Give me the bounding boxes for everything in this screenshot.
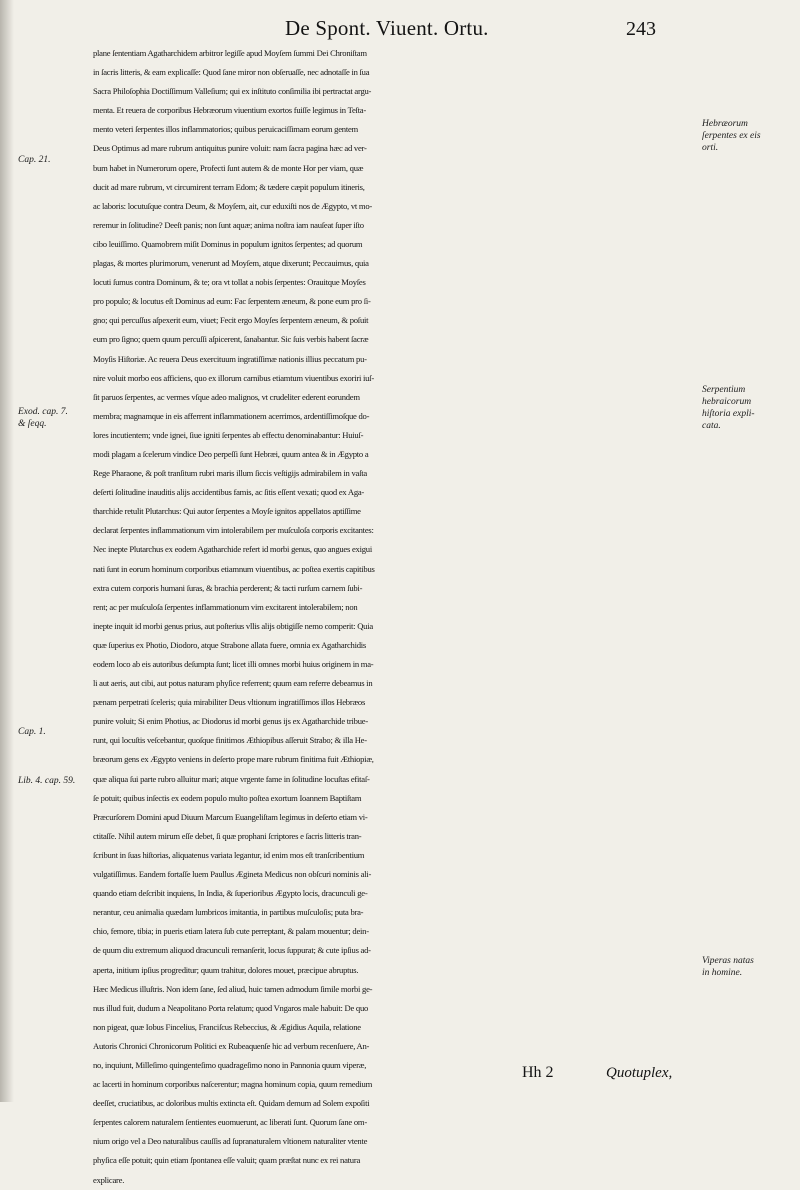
text-line: ducit ad mare rubrum, vt circumirent terram Edom; & tædere cæpit populum itineris,: [93, 181, 365, 192]
text-line: non pigeat, quæ Iobus Fincelius, Franciſcus Rebeccius, & Ægidius Aquila, relatione: [93, 1021, 361, 1032]
text-line: aperta, initium ipſius progreditur; quum trahitur, dolores mouet, præcipue abruptus.: [93, 964, 359, 975]
text-line: reremur in ſolitudine? Deeſt panis; non ſunt aquæ; anima noſtra iam nauſeat ſuper iſto: [93, 219, 364, 230]
text-line: membra; magnamque in eis afferrent inflammationem acerrimos, ardentiſſimoſque do-: [93, 410, 370, 421]
text-line: gno; qui percuſſus aſpexerit eum, viuet; Fecit ergo Moyſes ſerpentem æneum, & poſuit: [93, 315, 369, 326]
catchword: Quotuplex,: [606, 1065, 673, 1081]
text-line: deeſſet, cruciatibus, ac doloribus multis extincta eſt. Quidam demum ad Solem expoſiti: [93, 1098, 370, 1109]
text-line: lores incutientem; vnde ignei, ſiue igniti ſerpentes ab effectu denominabantur: Huiuſ-: [93, 429, 364, 440]
text-line: nerantur, ceu animalia quædam lumbricos imitantia, in partibus muſculoſis; puta bra-: [93, 907, 364, 918]
text-line: bræorum gens ex Ægypto veniens in deſerto prope mare rubrum finitima fuit Æthiopiæ,: [93, 754, 374, 765]
margin-note-hebraeorum-line2: ſerpentes ex eis: [702, 131, 761, 141]
page-number: 243: [626, 18, 656, 40]
text-line: modi plagam a ſcelerum vindice Deo perpeſſi ſunt Hebræi, quum antea & in Ægypto a: [93, 448, 369, 459]
text-line: eodem loco ab eis autoribus deſumpta ſunt; licet illi omnes morbi huius originem in ma-: [93, 659, 374, 669]
signature-mark: Hh 2: [522, 1064, 554, 1081]
text-line: ſe potuit; quibus inſectis ex eodem populo multo poſtea exortum Ioannem Baptiſtam: [93, 792, 362, 803]
text-line: nire voluit morbo eos afficiens, quo ex illorum carnibus etiamtum viuentibus exoriri iuſ-: [93, 372, 374, 383]
text-line: de quum diu extremum aliquod dracunculi remanſerit, locus ſuppurat; & cute ipſius ad-: [93, 945, 371, 956]
text-line: quæ ſuperius ex Photio, Diodoro, atque Strabone allata fuere, omnia ex Agatharchidis: [93, 639, 367, 650]
margin-note-hebraeorum-line3: orti.: [702, 143, 719, 153]
text-line: tharchide retulit Plutarchus: Qui autor ſerpentes a Moyſe ignitos appellatos aptiſſime: [93, 506, 361, 517]
text-line: ctitaſſe. Nihil autem mirum eſſe debet, ſi quæ prophani ſcriptores e ſacris litteris tran-: [93, 830, 362, 841]
text-line: Nec inepte Plutarchus ex eodem Agatharchide refert id morbi genus, quo angues exigui: [93, 544, 372, 555]
text-line: no, inquiunt, Milleſimo quingenteſimo quadrageſimo nono in Pannonia quum viperæ,: [93, 1059, 367, 1070]
text-line: ac laboris: locutuſque contra Deum, & Moyſem, ait, cur eduxiſti nos de Ægypto, vt mo-: [93, 200, 372, 211]
text-line: plagas, & mortes plurimorum, venerunt ad Moyſem, atque dixerunt; Peccauimus, quia: [93, 258, 369, 269]
text-line: plane ſententiam Agatharchidem arbitror legiſſe apud Moyſem ſummi Dei Chroniſtam: [93, 48, 367, 58]
text-line: bum habet in Numerorum opere, Profecti ſunt autem & de monte Hor per viam, quæ: [93, 162, 364, 173]
text-line: punire voluit; Si enim Photius, ac Diodorus id morbi genus ijs ex Agatharchide tribue-: [93, 716, 368, 727]
text-line: ſit paruos ſerpentes, ac vermes vſque adeo malignos, vt crudeliter ederent eorundem: [93, 391, 360, 402]
margin-note-viperas-line2: in homine.: [702, 968, 743, 978]
text-line: Præcurſorem Domini apud Diuum Marcum Euangeliſtam legimus in deſerto etiam vi-: [93, 811, 368, 822]
text-line: Moyſis Hiſtoriæ. Ac reuera Deus exercituum ingratiſſimæ nationis illius peccatum pu-: [93, 353, 367, 364]
text-line: nus illud fuit, dudum a Neapolitano Porta relatum; quod Vngaros male habuit: De quo: [93, 1002, 369, 1013]
text-line: rent; ac per muſculoſa ſerpentes inflammationum vim excitarent intolerabilem; non: [93, 601, 358, 612]
text-line: ſcribunt in ſuas hiſtorias, aliquatenus variata legantur, id enim mos eſt tranſcribentium: [93, 849, 365, 860]
text-line: eum pro ſigno; quem quum percuſſi aſpicerent, ſanabantur. Sic ſuis verbis habent ſacræ: [93, 334, 369, 345]
text-line: quando etiam deſcribit inquiens, In India, & ſuperioribus Ægypto locis, dracunculi ge-: [93, 888, 368, 899]
text-line: vulgatiſſimus. Eandem fortaſſe luem Paullus Ægineta Medicus non obſcuri nominis ali-: [93, 869, 372, 880]
text-line: in ſacris litteris, & eam explicaſſe: Quod ſane miror non obſeruaſſe, nec adnotaſſe in ſua: [93, 67, 370, 78]
margin-note-cap21: Cap. 21.: [18, 155, 51, 165]
text-line: explicare.: [93, 1174, 125, 1185]
text-line: declarat ſerpentes inflammationum vim intolerabilem per muſculoſa corporis excitantes:: [93, 525, 374, 536]
text-line: inepte inquit id morbi genus prius, aut poſterius vllis alijs obtigiſſe nemo comperit: Quia: [93, 620, 373, 631]
text-line: li aut aeris, aut cibi, aut potus naturam phyſice referrent; quum eam referre debeamus in: [93, 678, 373, 689]
text-line: menta. Et reuera de corporibus Hebræorum viuentium exortos fuiſſe legimus in Teſta-: [93, 105, 366, 116]
text-line: Autoris Chronici Chronicorum Politici ex Rubeaquenſe hic ad verbum recenſuere, An-: [93, 1040, 370, 1051]
margin-note-serpentium-line4: cata.: [702, 421, 721, 431]
page-edge-shadow: [0, 0, 14, 1102]
text-line: ac lacerti in hominum corporibus naſcerentur; magna hominum copia, quum remedium: [93, 1079, 373, 1090]
text-line: mento veteri ſerpentes illos inflammatorios; quibus peruicaciſſimam eorum gentem: [93, 124, 358, 135]
running-header: De Spont. Viuent. Ortu.: [285, 16, 489, 40]
margin-note-hebraeorum-line1: Hebræorum: [702, 119, 748, 129]
text-line: Deus Optimus ad mare rubrum antiquitus punire voluit: nam ſacra pagina hæc ad ver-: [93, 143, 367, 154]
margin-note-serpentium-line1: Serpentium: [702, 385, 746, 395]
margin-note-exod-line2: & ſeqq.: [18, 419, 47, 429]
text-line: Rege Pharaone, & poſt tranſitum rubri maris illum ſiccis veſtigijs admirabilem in vaſta: [93, 468, 367, 479]
margin-note-viperas-line1: Viperas natas: [702, 956, 754, 966]
margin-note-cap1: Cap. 1.: [18, 727, 46, 737]
text-line: nati ſunt in eorum hominum corporibus etiamnum viuentibus, ac poſtea exertis capitibus: [93, 563, 375, 574]
text-line: nium origo vel a Deo naturalibus cauſſis ad ſupranaturalem vltionem naturaliter vtente: [93, 1136, 368, 1147]
margin-note-serpentium-line3: hiſtoria expli-: [702, 409, 755, 419]
text-line: locuti ſumus contra Dominum, & te; ora vt tollat a nobis ſerpentes: Orauitque Moyſes: [93, 277, 366, 288]
text-line: phyſica eſſe potuit; quin etiam ſpontanea eſſe valuit; quam præſtat nunc ex rei natura: [93, 1155, 361, 1166]
text-line: Sacra Philoſophia Doctiſſimum Valleſium; qui ex inſtituto conſimilia ibi pertractat argu-: [93, 86, 372, 97]
text-line: pro populo; & locutus eſt Dominus ad eum: Fac ſerpentem æneum, & pone eum pro ſi-: [93, 296, 371, 307]
text-line: extra cutem corporis humani ſuras, & brachia perderent; & tacti rurſum carnem ſubi-: [93, 582, 363, 593]
text-line: runt, qui locuſtis veſcebantur, quoſque finitimos Æthiopibus aſſeruit Strabo; & illa He-: [93, 735, 367, 746]
text-line: deſerti ſolitudine inauditis alijs accidentibus famis, ac ſitis eſſent vexati; quod ex Aga-: [93, 487, 365, 498]
text-line: ſerpentes calorem naturalem ſentientes euomuerunt, ac liberati ſunt. Quorum ſane om-: [93, 1117, 367, 1128]
margin-note-serpentium-line2: hebraicorum: [702, 397, 752, 407]
margin-note-exod-line1: Exod. cap. 7.: [18, 407, 68, 417]
body-text: [93, 44, 693, 1190]
text-line: Hæc Medicus illuſtris. Non idem ſane, ſed aliud, huic tamen admodum ſimile morbi ge-: [93, 983, 373, 994]
text-line: pænam perpetrati ſceleris; quia mirabiliter Deus vltionum ingratiſſimos illos Hebræos: [93, 697, 366, 708]
text-line: cibo leuiſſimo. Quamobrem miſit Dominus in populum ignitos ſerpentes; ad quorum: [93, 238, 363, 249]
text-line: chio, femore, tibia; in pueris etiam latera ſub cute perreptant, & palam mouentur; dein-: [93, 926, 369, 937]
text-line: quæ aliqua ſui parte rubro alluitur mari; atque vrgente fame in ſolitudine locuſtas efitaſ-: [93, 773, 370, 784]
margin-note-lib4: Lib. 4. cap. 59.: [18, 776, 76, 786]
